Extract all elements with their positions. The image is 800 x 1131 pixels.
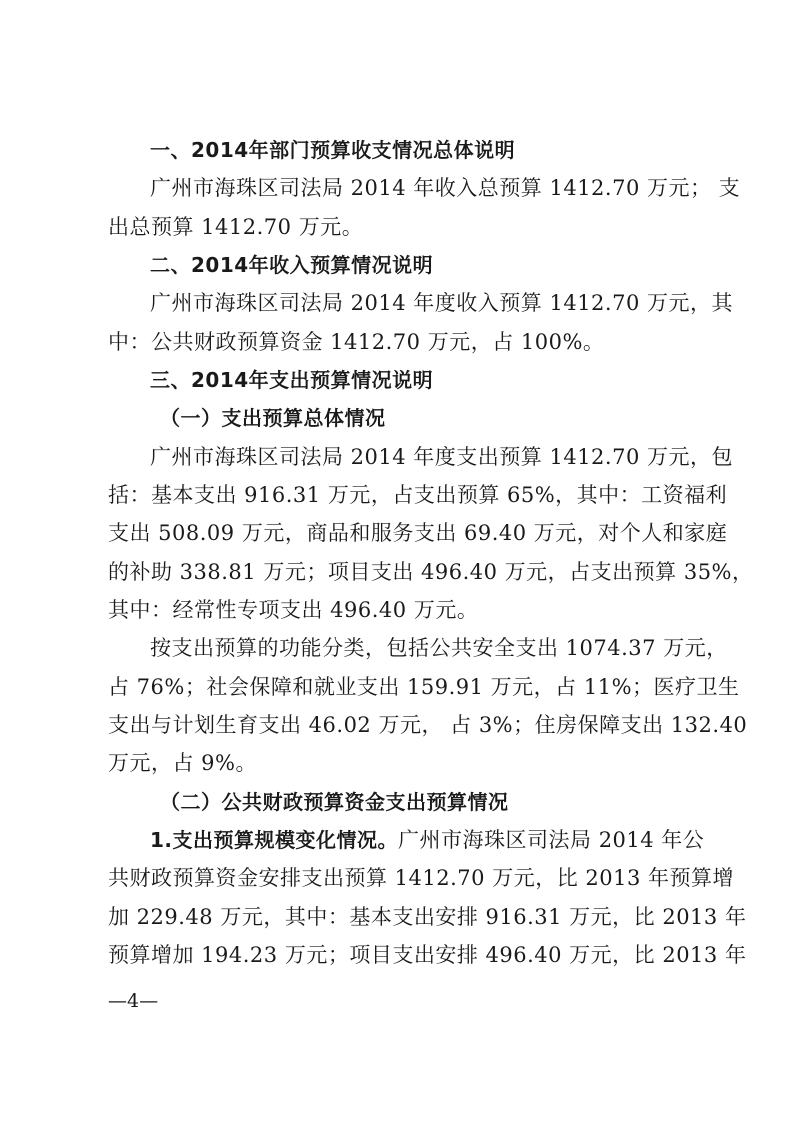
inline-heading: 1.支出预算规模变化情况。 — [150, 828, 399, 852]
paragraph-line: 万元，占 9%。 — [108, 751, 257, 776]
paragraph-line: 括：基本支出 916.31 万元，占支出预算 65%，其中：工资福利 — [108, 483, 728, 507]
section-heading-2: 二、2014年收入预算情况说明 — [150, 253, 434, 277]
paragraph-line — [0, 820, 800, 860]
paragraph-text: 广州市海珠区司法局 2014 年公 — [398, 828, 705, 852]
page-number: —4— — [108, 990, 159, 1012]
section-heading-1: 一、2014年部门预算收支情况总体说明 — [150, 138, 516, 162]
paragraph-line: 中：公共财政预算资金 1412.70 万元，占 100%。 — [108, 329, 605, 354]
paragraph-line: 的补助 338.81 万元；项目支出 496.40 万元，占支出预算 35%， — [108, 559, 754, 584]
paragraph-line: 广州市海珠区司法局 2014 年收入总预算 1412.70 万元； 支 — [150, 176, 741, 201]
paragraph-line: 支出 508.09 万元，商品和服务支出 69.40 万元，对个人和家庭 — [108, 521, 728, 546]
paragraph-line: 共财政预算资金安排支出预算 1412.70 万元，比 2013 年预算增 — [108, 866, 734, 891]
paragraph-line: 占 76%；社会保障和就业支出 159.91 万元，占 11%；医疗卫生 — [108, 674, 740, 699]
paragraph-line: 按支出预算的功能分类，包括公共安全支出 1074.37 万元， — [150, 636, 728, 661]
paragraph-line: 广州市海珠区司法局 2014 年度支出预算 1412.70 万元，包 — [150, 444, 733, 469]
paragraph-line: 加 229.48 万元，其中：基本支出安排 916.31 万元，比 2013 年 — [108, 904, 747, 929]
section-heading-3: 三、2014年支出预算情况说明 — [150, 368, 434, 392]
subsection-heading-2: （二）公共财政预算资金支出预算情况 — [160, 789, 509, 814]
paragraph-line: 其中：经常性专项支出 496.40 万元。 — [108, 598, 479, 622]
paragraph-line: 支出与计划生育支出 46.02 万元， 占 3%；住房保障支出 132.40 — [108, 713, 748, 737]
paragraph-line: 广州市海珠区司法局 2014 年度收入预算 1412.70 万元，其 — [150, 291, 733, 316]
subsection-heading-1: （一）支出预算总体情况 — [160, 406, 386, 431]
paragraph-line: 出总预算 1412.70 万元。 — [108, 214, 364, 239]
paragraph-line: 预算增加 194.23 万元；项目支出安排 496.40 万元，比 2013 年 — [108, 943, 747, 967]
